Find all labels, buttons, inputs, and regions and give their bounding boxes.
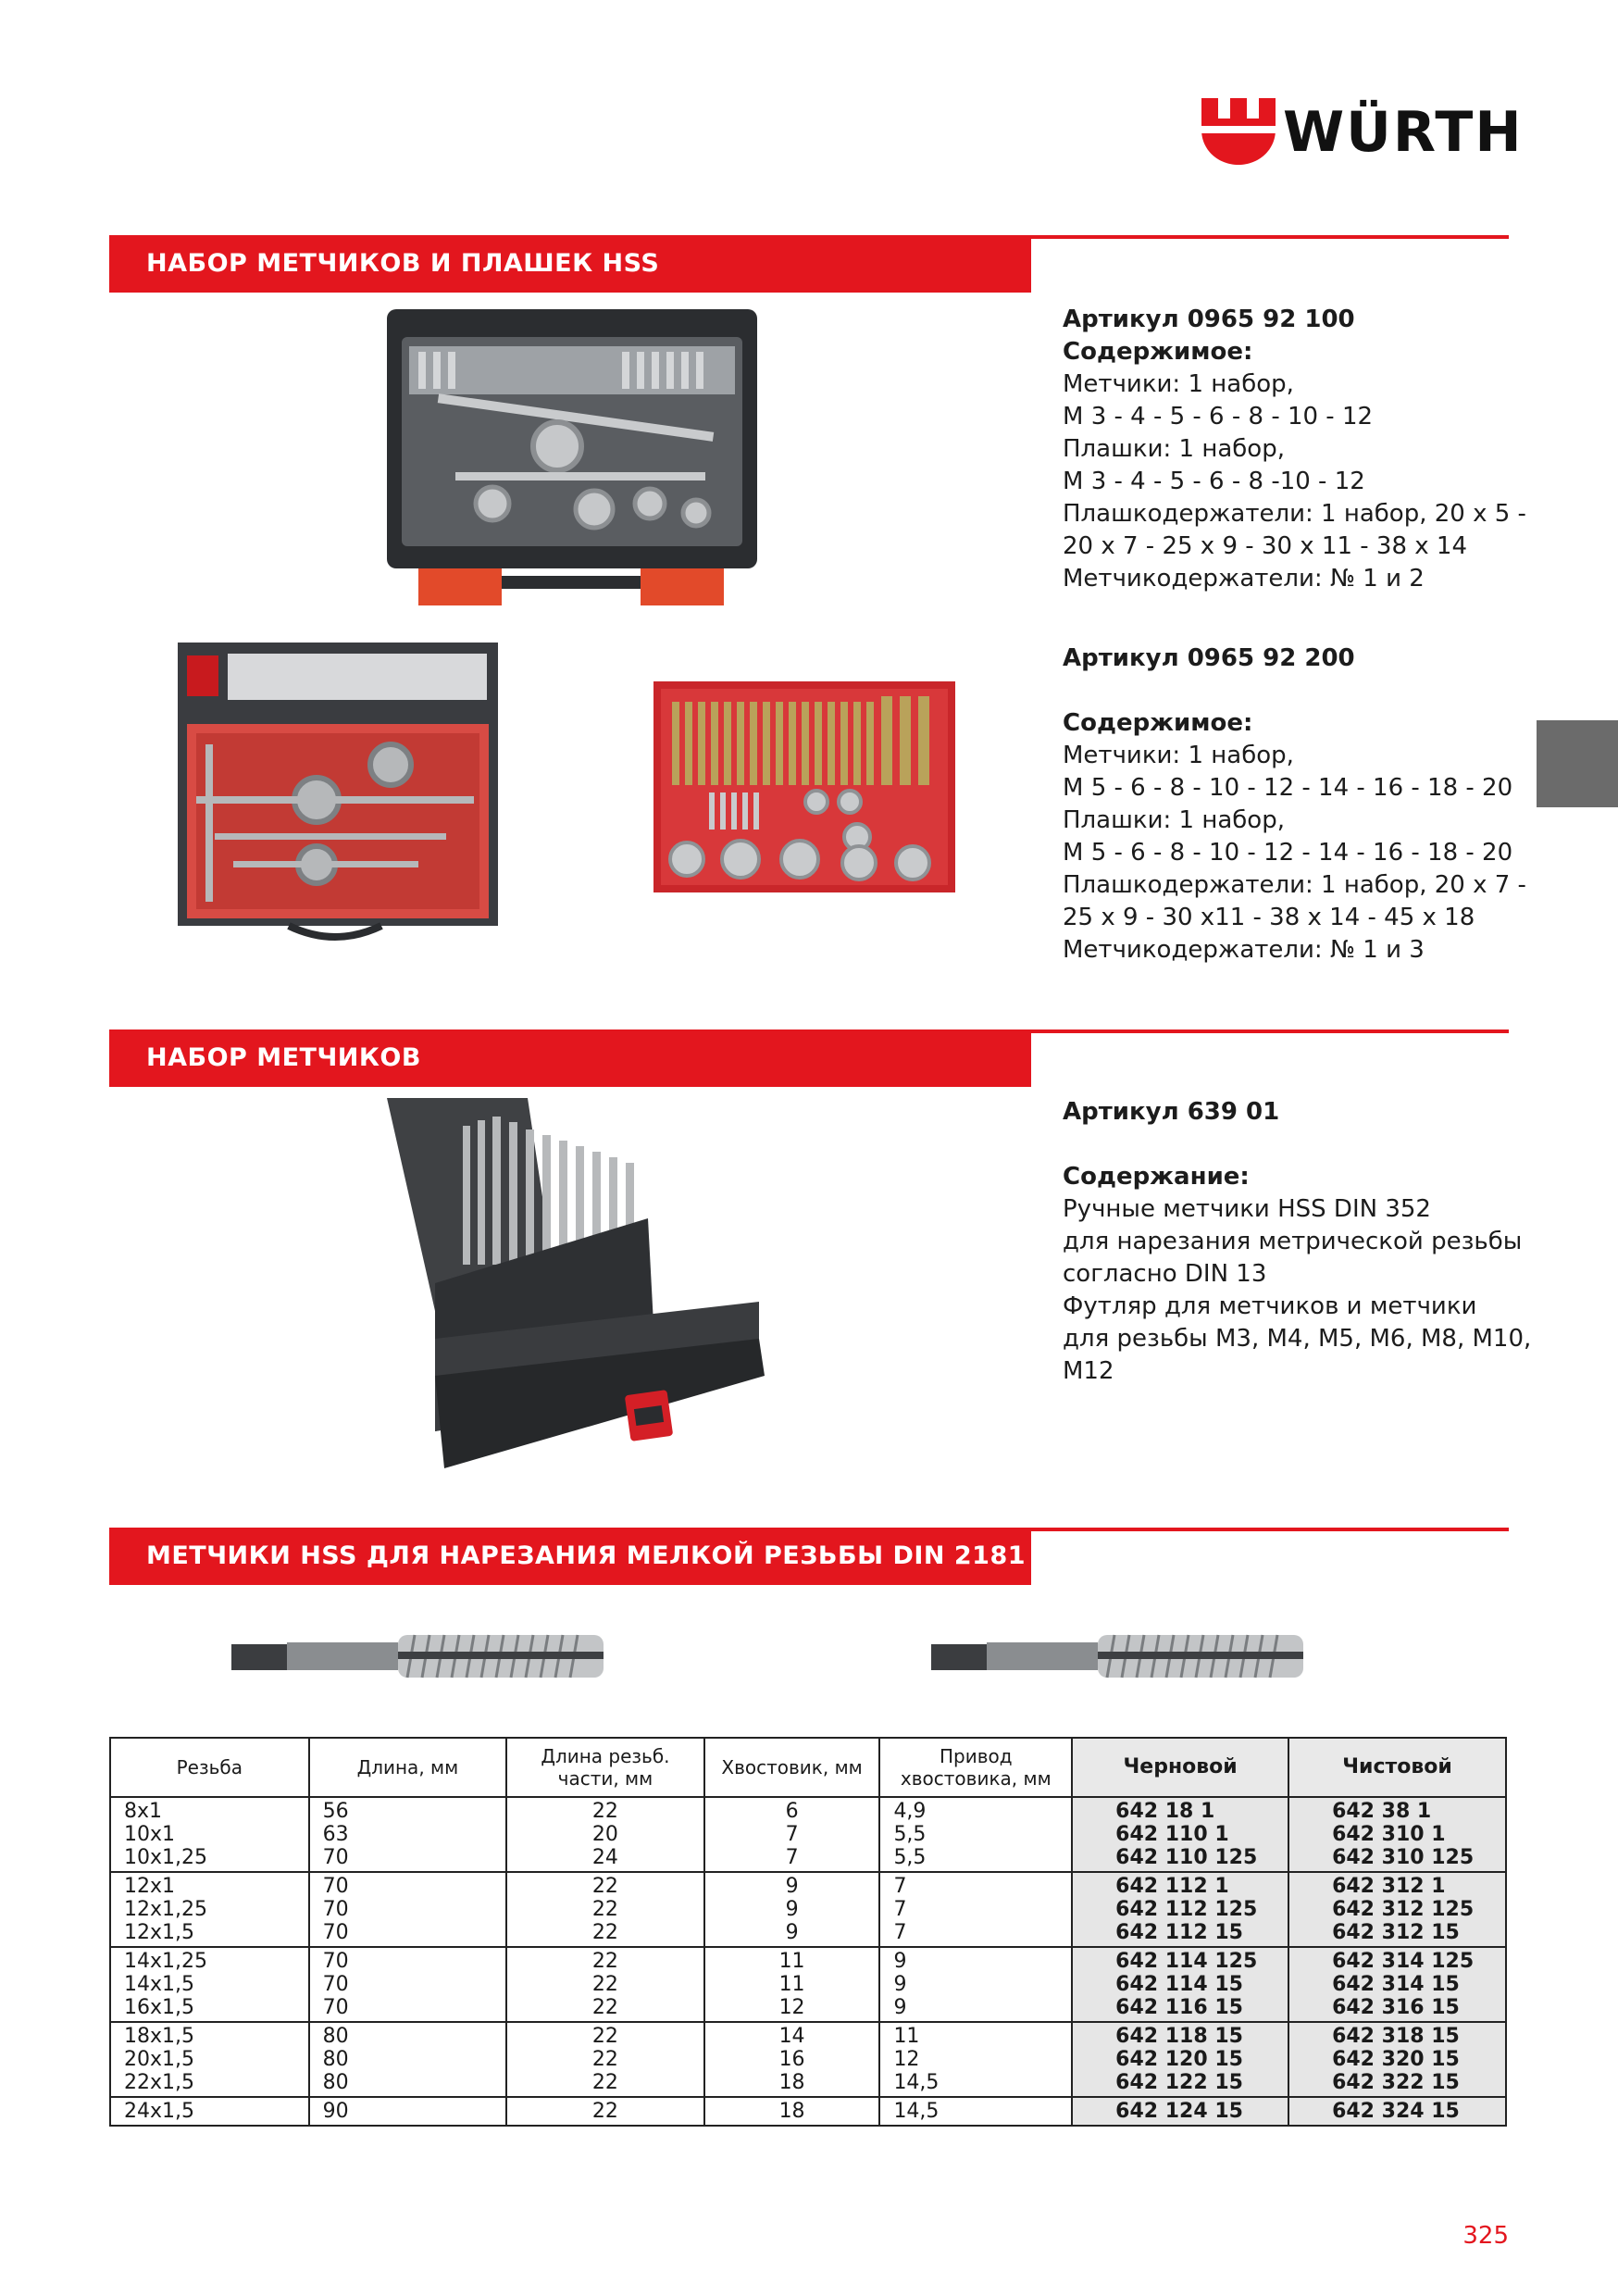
table-cell-value: 642 38 1 bbox=[1332, 1800, 1432, 1823]
table-cell-value: 642 310 125 bbox=[1332, 1846, 1475, 1869]
table-cell bbox=[1288, 1872, 1506, 1947]
tap-die-set-red-case-image bbox=[178, 643, 498, 946]
table-cell-value: 22 bbox=[591, 2100, 618, 2123]
table-cell-value: 642 122 15 bbox=[1115, 2071, 1243, 2094]
table-cell-value: 14x1,25 bbox=[124, 1950, 207, 1973]
table-cell-value: 12x1,5 bbox=[124, 1921, 195, 1944]
content-line: Метчикодержатели: № 1 и 2 bbox=[1063, 565, 1425, 593]
table-cell-value: 22x1,5 bbox=[124, 2071, 195, 2094]
table-cell-value: 20 bbox=[591, 1823, 618, 1846]
wurth-emblem-icon bbox=[1201, 98, 1276, 165]
table-cell bbox=[1072, 1872, 1288, 1947]
table-cell-value: 11 bbox=[778, 1950, 805, 1973]
table-cell-value: 12x1 bbox=[124, 1875, 176, 1898]
table-cell-value: 9 bbox=[785, 1921, 799, 1944]
header-thread: Резьба bbox=[110, 1738, 309, 1797]
table-cell bbox=[704, 1797, 880, 1872]
table-cell-value: 10x1,25 bbox=[124, 1846, 207, 1869]
table-cell-value: 11 bbox=[778, 1973, 805, 1996]
table-row-group bbox=[110, 2097, 1506, 2126]
table-cell-value: 6 bbox=[785, 1800, 799, 1823]
content-line: Плашкодержатели: 1 набор, 20 х 7 - bbox=[1063, 871, 1526, 899]
table-cell bbox=[704, 2022, 880, 2097]
table-cell bbox=[879, 1947, 1072, 2022]
table-cell-value: 70 bbox=[322, 1875, 349, 1898]
content-line: Метчики: 1 набор, bbox=[1063, 742, 1294, 769]
table-cell bbox=[110, 1947, 309, 2022]
table-cell-value: 10x1 bbox=[124, 1823, 176, 1846]
table-cell-value: 642 312 1 bbox=[1332, 1875, 1446, 1898]
section-divider bbox=[1031, 235, 1509, 239]
table-cell-value: 9 bbox=[785, 1875, 799, 1898]
table-cell-value: 9 bbox=[893, 1973, 907, 1996]
table-cell-value: 22 bbox=[591, 1973, 618, 1996]
table-cell bbox=[704, 1872, 880, 1947]
content-line: Метчикодержатели: № 1 и 3 bbox=[1063, 936, 1425, 964]
table-cell-value: 5,5 bbox=[893, 1846, 927, 1869]
table-cell-value: 16 bbox=[778, 2048, 805, 2071]
table-row-group bbox=[110, 1947, 1506, 2022]
table-cell-value: 22 bbox=[591, 2048, 618, 2071]
table-cell bbox=[1072, 2022, 1288, 2097]
header-thread-length: Длина резьб. части, мм bbox=[506, 1738, 704, 1797]
content-line: М12 bbox=[1063, 1357, 1114, 1385]
table-cell bbox=[1288, 1947, 1506, 2022]
table-cell-value: 642 320 15 bbox=[1332, 2048, 1460, 2071]
table-cell bbox=[1072, 2097, 1288, 2126]
content-label: Содержимое: bbox=[1063, 338, 1253, 366]
table-cell-value: 70 bbox=[322, 1950, 349, 1973]
tap-die-set-case-image bbox=[381, 309, 770, 615]
table-cell-value: 9 bbox=[893, 1950, 907, 1973]
table-cell-value: 12x1,25 bbox=[124, 1898, 207, 1921]
table-cell bbox=[1072, 1797, 1288, 1872]
content-line: согласно DIN 13 bbox=[1063, 1260, 1267, 1288]
product-description-0965-92-100 bbox=[1063, 304, 1525, 595]
table-cell-value: 24 bbox=[591, 1846, 618, 1869]
content-line: М 5 - 6 - 8 - 10 - 12 - 14 - 16 - 18 - 20 bbox=[1063, 839, 1513, 867]
content-line: 20 х 7 - 25 х 9 - 30 х 11 - 38 х 14 bbox=[1063, 532, 1467, 560]
table-cell-value: 642 112 15 bbox=[1115, 1921, 1243, 1944]
article-number: Артикул 0965 92 100 bbox=[1063, 306, 1355, 333]
table-cell bbox=[309, 1797, 507, 1872]
wurth-logo bbox=[1201, 98, 1524, 165]
table-cell-value: 11 bbox=[893, 2025, 920, 2048]
table-cell bbox=[506, 1872, 704, 1947]
table-cell-value: 642 310 1 bbox=[1332, 1823, 1446, 1846]
table-cell-value: 80 bbox=[322, 2071, 349, 2094]
header-roughing: Черновой bbox=[1072, 1738, 1288, 1797]
header-shank: Хвостовик, мм bbox=[704, 1738, 880, 1797]
table-cell bbox=[309, 1872, 507, 1947]
table-cell-value: 70 bbox=[322, 1921, 349, 1944]
content-line: для нарезания метрической резьбы bbox=[1063, 1228, 1523, 1255]
taps-dies-red-tray-image bbox=[653, 681, 955, 892]
table-cell bbox=[879, 2097, 1072, 2126]
roughing-tap-image bbox=[230, 1622, 618, 1691]
content-line: М 3 - 4 - 5 - 6 - 8 - 10 - 12 bbox=[1063, 403, 1374, 430]
tap-set-black-box-image bbox=[333, 1098, 768, 1476]
section-title: НАБОР МЕТЧИКОВ bbox=[146, 1043, 421, 1072]
table-cell-value: 22 bbox=[591, 1800, 618, 1823]
table-cell-value: 642 124 15 bbox=[1115, 2100, 1243, 2123]
table-cell bbox=[110, 2097, 309, 2126]
content-line: Плашкодержатели: 1 набор, 20 х 5 - bbox=[1063, 500, 1526, 528]
table-cell-value: 642 312 15 bbox=[1332, 1921, 1460, 1944]
table-cell-value: 7 bbox=[893, 1875, 907, 1898]
table-cell-value: 642 316 15 bbox=[1332, 1996, 1460, 2019]
table-cell-value: 642 314 125 bbox=[1332, 1950, 1475, 1973]
section-header-tap-set bbox=[109, 1029, 1031, 1087]
table-cell-value: 14,5 bbox=[893, 2100, 940, 2123]
fine-thread-taps-table bbox=[109, 1737, 1507, 2127]
content-label: Содержимое: bbox=[1063, 709, 1253, 737]
table-header-row bbox=[110, 1738, 1506, 1797]
table-cell-value: 24x1,5 bbox=[124, 2100, 195, 2123]
section-divider bbox=[1031, 1029, 1509, 1033]
content-line: Плашки: 1 набор, bbox=[1063, 806, 1285, 834]
table-cell-value: 642 312 125 bbox=[1332, 1898, 1475, 1921]
table-row-group bbox=[110, 2022, 1506, 2097]
article-number: Артикул 0965 92 200 bbox=[1063, 644, 1355, 672]
table-cell-value: 56 bbox=[322, 1800, 349, 1823]
header-length: Длина, мм bbox=[309, 1738, 507, 1797]
table-cell-value: 642 314 15 bbox=[1332, 1973, 1460, 1996]
table-cell bbox=[879, 1872, 1072, 1947]
table-cell bbox=[1072, 1947, 1288, 2022]
table-cell bbox=[506, 2022, 704, 2097]
table-cell-value: 12 bbox=[778, 1996, 805, 2019]
content-line: 25 х 9 - 30 х11 - 38 х 14 - 45 х 18 bbox=[1063, 904, 1475, 931]
article-number: Артикул 639 01 bbox=[1063, 1098, 1280, 1126]
table-cell-value: 80 bbox=[322, 2025, 349, 2048]
table-cell-value: 642 318 15 bbox=[1332, 2025, 1460, 2048]
table-cell-value: 14 bbox=[778, 2025, 805, 2048]
table-cell bbox=[110, 2022, 309, 2097]
table-cell-value: 642 324 15 bbox=[1332, 2100, 1460, 2123]
content-line: для резьбы М3, М4, М5, М6, М8, М10, bbox=[1063, 1325, 1532, 1353]
page-number: 325 bbox=[1462, 2222, 1509, 2250]
table-cell-value: 22 bbox=[591, 1996, 618, 2019]
header-shank-drive: Привод хвостовика, мм bbox=[879, 1738, 1072, 1797]
table-cell-value: 642 110 1 bbox=[1115, 1823, 1229, 1846]
table-cell-value: 7 bbox=[785, 1846, 799, 1869]
content-line: Футляр для метчиков и метчики bbox=[1063, 1292, 1477, 1320]
table-cell-value: 642 120 15 bbox=[1115, 2048, 1243, 2071]
table-cell-value: 70 bbox=[322, 1898, 349, 1921]
table-cell-value: 642 114 125 bbox=[1115, 1950, 1258, 1973]
table-cell bbox=[309, 1947, 507, 2022]
table-cell-value: 14,5 bbox=[893, 2071, 940, 2094]
table-cell-value: 8x1 bbox=[124, 1800, 163, 1823]
section-header-tap-die-set bbox=[109, 235, 1031, 293]
table-cell-value: 80 bbox=[322, 2048, 349, 2071]
content-line: М 5 - 6 - 8 - 10 - 12 - 14 - 16 - 18 - 20 bbox=[1063, 774, 1513, 802]
table-cell-value: 18 bbox=[778, 2100, 805, 2123]
table-cell-value: 22 bbox=[591, 2025, 618, 2048]
table-cell-value: 7 bbox=[893, 1921, 907, 1944]
table-row-group bbox=[110, 1872, 1506, 1947]
table-cell bbox=[110, 1797, 309, 1872]
table-cell-value: 642 114 15 bbox=[1115, 1973, 1243, 1996]
table-cell bbox=[879, 1797, 1072, 1872]
table-cell-value: 18 bbox=[778, 2071, 805, 2094]
content-line: Ручные метчики HSS DIN 352 bbox=[1063, 1195, 1431, 1223]
content-line: Плашки: 1 набор, bbox=[1063, 435, 1285, 463]
table-cell-value: 642 110 125 bbox=[1115, 1846, 1258, 1869]
table-cell-value: 5,5 bbox=[893, 1823, 927, 1846]
table-row-group bbox=[110, 1797, 1506, 1872]
table-cell bbox=[1288, 2022, 1506, 2097]
table-cell bbox=[506, 2097, 704, 2126]
table-cell bbox=[309, 2022, 507, 2097]
table-cell-value: 90 bbox=[322, 2100, 349, 2123]
table-cell-value: 70 bbox=[322, 1996, 349, 2019]
table-cell-value: 22 bbox=[591, 1950, 618, 1973]
table-cell-value: 14x1,5 bbox=[124, 1973, 195, 1996]
table-cell bbox=[879, 2022, 1072, 2097]
table-cell bbox=[110, 1872, 309, 1947]
product-description-639-01 bbox=[1063, 1096, 1532, 1388]
table-cell-value: 63 bbox=[322, 1823, 349, 1846]
table-cell bbox=[309, 2097, 507, 2126]
table-cell-value: 70 bbox=[322, 1846, 349, 1869]
table-cell-value: 16x1,5 bbox=[124, 1996, 195, 2019]
table-cell-value: 642 116 15 bbox=[1115, 1996, 1243, 2019]
table-cell bbox=[704, 2097, 880, 2126]
table-cell bbox=[506, 1797, 704, 1872]
content-label: Содержание: bbox=[1063, 1163, 1250, 1191]
table-cell-value: 22 bbox=[591, 1898, 618, 1921]
table-cell-value: 22 bbox=[591, 1875, 618, 1898]
table-cell bbox=[704, 1947, 880, 2022]
content-line: Метчики: 1 набор, bbox=[1063, 370, 1294, 398]
section-divider bbox=[1031, 1528, 1509, 1531]
section-title: НАБОР МЕТЧИКОВ И ПЛАШЕК HSS bbox=[146, 249, 660, 278]
table-cell-value: 9 bbox=[893, 1996, 907, 2019]
table-cell-value: 12 bbox=[893, 2048, 920, 2071]
content-line: М 3 - 4 - 5 - 6 - 8 -10 - 12 bbox=[1063, 468, 1365, 495]
table-cell bbox=[1288, 2097, 1506, 2126]
table-cell bbox=[1288, 1797, 1506, 1872]
table-cell-value: 642 18 1 bbox=[1115, 1800, 1215, 1823]
table-cell-value: 7 bbox=[893, 1898, 907, 1921]
table-cell bbox=[506, 1947, 704, 2022]
table-cell-value: 22 bbox=[591, 1921, 618, 1944]
header-finishing: Чистовой bbox=[1288, 1738, 1506, 1797]
section-header-fine-thread-taps bbox=[109, 1528, 1031, 1585]
table-cell-value: 9 bbox=[785, 1898, 799, 1921]
chapter-side-tab bbox=[1537, 720, 1618, 807]
table-cell-value: 642 112 1 bbox=[1115, 1875, 1229, 1898]
table-cell-value: 18x1,5 bbox=[124, 2025, 195, 2048]
finishing-tap-image bbox=[929, 1622, 1318, 1691]
table-cell-value: 642 322 15 bbox=[1332, 2071, 1460, 2094]
table-cell-value: 70 bbox=[322, 1973, 349, 1996]
table-cell-value: 7 bbox=[785, 1823, 799, 1846]
table-cell-value: 642 112 125 bbox=[1115, 1898, 1258, 1921]
brand-name: WÜRTH bbox=[1283, 100, 1524, 165]
section-title: МЕТЧИКИ HSS ДЛЯ НАРЕЗАНИЯ МЕЛКОЙ РЕЗЬБЫ DIN 2181 bbox=[146, 1541, 1027, 1570]
table-cell-value: 20x1,5 bbox=[124, 2048, 195, 2071]
table-cell-value: 22 bbox=[591, 2071, 618, 2094]
product-description-0965-92-200 bbox=[1063, 643, 1525, 967]
table-cell-value: 642 118 15 bbox=[1115, 2025, 1243, 2048]
table-cell-value: 4,9 bbox=[893, 1800, 927, 1823]
